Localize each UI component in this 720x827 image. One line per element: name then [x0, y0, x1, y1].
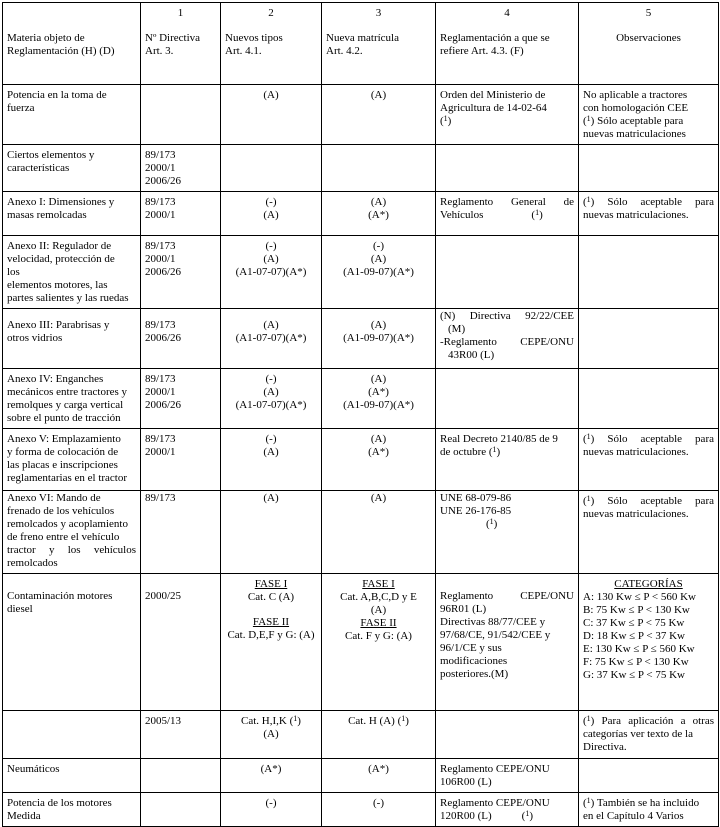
cell-matricula: (A) [322, 491, 436, 574]
cell-reglamentacion [436, 759, 579, 793]
table-row [3, 236, 719, 309]
text-line: 2000/25 [145, 590, 182, 602]
text-line: UNE 26-176-85 [440, 505, 512, 517]
text-line: 120R00 (L) ($^1$) [440, 809, 533, 822]
text-line: frenado de los vehículos [7, 505, 115, 517]
cell-observaciones [579, 793, 719, 827]
footnote-number: 1 [586, 432, 591, 441]
text-fragment: Sólo aceptable para [594, 196, 714, 208]
header-observaciones [579, 3, 719, 85]
cell-directiva [141, 309, 221, 369]
category-item: D: 18 Kw ≤ P < 37 Kw [583, 630, 685, 642]
cell-observaciones [579, 711, 719, 759]
text-line: Reglamento CEPE/ONU [440, 763, 550, 775]
text-line: 96/1/CE y sus [440, 642, 502, 654]
text-line: (A) [370, 196, 387, 208]
text-line: posteriores.(M) [440, 668, 509, 680]
cell-materia [3, 711, 141, 759]
text-line: (A) [370, 373, 387, 385]
cell-materia: Potencia en la toma de fuerza [3, 85, 141, 145]
text-line: de freno entre el vehículo [7, 531, 120, 543]
cell-matricula [322, 429, 436, 491]
text-fragment: de octubre [440, 446, 487, 458]
text-line: modificaciones [440, 655, 508, 667]
cell-matricula [322, 309, 436, 369]
text-line: 89/173 [145, 492, 176, 504]
footnote-number: 1 [489, 517, 494, 526]
header-matricula-l2: Art. 4.2. [326, 45, 363, 57]
text-line: (-) [265, 196, 277, 208]
text-line [225, 715, 317, 728]
footnote-number: 1 [535, 208, 540, 217]
header-nuevos-tipos [221, 3, 322, 85]
cell-matricula: (-) [322, 793, 436, 827]
cell-observaciones [579, 369, 719, 429]
phase-heading: FASE I [254, 578, 288, 590]
col-number-5: 5 [645, 7, 652, 19]
text-line: (A) [263, 446, 279, 458]
text-line: 2000/1 [145, 209, 176, 221]
header-materia-l1: Materia objeto de [7, 32, 85, 44]
cell-nuevos: (A) [221, 491, 322, 574]
cell-nuevos [221, 192, 322, 236]
cell-nuevos [221, 145, 322, 192]
cell-directiva [141, 711, 221, 759]
cell-matricula [322, 711, 436, 759]
text-line: Reglamento CEPE/ONU [440, 590, 574, 602]
table-row [3, 309, 719, 369]
text-line: -Reglamento CEPE/ONU [440, 336, 574, 348]
text-line: 89/173 [145, 319, 176, 331]
cell-reglamentacion [436, 145, 579, 192]
text-fragment: También se ha incluido [594, 797, 700, 809]
cell-reglamentacion [436, 574, 579, 711]
header-materia-l2: Reglamentación (H) (D) [7, 45, 115, 57]
text-line: (A) [263, 386, 279, 398]
table-row [3, 574, 719, 711]
footnote-ref: ($^1$) [486, 517, 498, 530]
text-line: (A1-07-07)(A*) [235, 266, 307, 278]
col-number-1: 1 [177, 7, 184, 19]
text-line: (A1-09-07)(A*) [343, 399, 414, 411]
text-line: 106R00 (L) [440, 776, 492, 788]
header-nuevos-l2: Art. 4.1. [225, 45, 262, 57]
text-line: Reglamento CEPE/ONU [440, 797, 550, 809]
text-line: Anexo V: Emplazamiento [7, 433, 121, 445]
cell-reglamentacion [436, 369, 579, 429]
text-line: (A1-07-07)(A*) [235, 399, 307, 411]
text-line: (-) [265, 240, 277, 252]
cell-observaciones [579, 574, 719, 711]
cell-matricula [322, 574, 436, 711]
text-line: Medida [7, 810, 41, 822]
text-line: Anexo VI: Mando de [7, 492, 101, 504]
text-line: (A) [263, 319, 279, 331]
text-line: ($^1$) Sólo aceptable para [583, 432, 714, 445]
category-item: E: 130 Kw ≤ P ≤ 560 Kw [583, 643, 695, 655]
text-line: 89/173 [145, 240, 176, 252]
table-row [3, 145, 719, 192]
text-line: Contaminación motores [7, 590, 113, 602]
text-line: 97/68/CE, 91/542/CEE y [440, 629, 551, 641]
categories-heading: CATEGORÍAS [614, 578, 683, 590]
cell-materia [3, 145, 141, 192]
cell-materia [3, 369, 141, 429]
text-line: 2006/26 [145, 175, 182, 187]
cell-directiva [141, 85, 221, 145]
text-line: (A) [263, 253, 279, 265]
text-line: 43R00 (L) [448, 349, 495, 361]
cell-materia [3, 309, 141, 369]
header-directiva [141, 3, 221, 85]
text-line: Cat. C (A) [247, 591, 295, 603]
text-fragment: Sólo aceptable para [594, 433, 714, 445]
footnote-number: 1 [293, 714, 298, 723]
text-line: (A*) [368, 386, 389, 398]
table-row [3, 369, 719, 429]
text-line: las placas e inscripciones [7, 459, 118, 471]
text-line: en el Capítulo 4 Varios [583, 810, 684, 822]
cell-observaciones [579, 192, 719, 236]
text-line: nuevas matriculaciones. [583, 209, 689, 221]
col-number-3: 3 [375, 7, 382, 19]
cell-reglamentacion [436, 85, 579, 145]
header-directiva-l2: Art. 3. [145, 45, 174, 57]
text-line: con homologación CEE [583, 102, 689, 114]
header-row [3, 3, 719, 85]
text-line: Vehículos ($^1$) [440, 208, 543, 221]
cell-nuevos: (A) [221, 85, 322, 145]
text-line: ($^1$) Sólo aceptable para [583, 195, 714, 208]
cell-matricula [322, 369, 436, 429]
cell-materia: Neumáticos [3, 759, 141, 793]
cell-observaciones [579, 491, 719, 574]
cell-directiva [141, 491, 221, 574]
text-line: Cat. D,E,F y G: (A) [227, 629, 315, 641]
cell-nuevos [221, 574, 322, 711]
text-line: (A) [263, 209, 279, 221]
text-line: (A*) [368, 209, 389, 221]
text-line: Anexo III: Parabrisas y [7, 319, 110, 331]
text-line: 89/173 [145, 433, 176, 445]
text-line: Orden del Ministerio de [440, 89, 546, 101]
text-line: (A) [370, 604, 387, 616]
text-line: No aplicable a tractores [583, 89, 688, 101]
text-line: (A1-09-07)(A*) [343, 266, 414, 278]
text-line: 2000/1 [145, 162, 176, 174]
cell-observaciones [579, 145, 719, 192]
header-regl-l1: Reglamentación a que se [440, 32, 550, 44]
cell-nuevos: (A*) [221, 759, 322, 793]
text-line: 89/173 [145, 149, 176, 161]
text-line: (A1-07-07)(A*) [235, 332, 307, 344]
cell-nuevos [221, 369, 322, 429]
cell-reglamentacion [436, 192, 579, 236]
text-line: elementos motores, las [7, 279, 108, 291]
text-line: 2006/26 [145, 399, 182, 411]
footnote-number: 1 [586, 195, 591, 204]
text-line: de octubre ($^1$) [440, 445, 501, 458]
cell-matricula [322, 192, 436, 236]
phase-heading: FASE I [362, 578, 395, 590]
text-line: remolques y carga vertical [7, 399, 124, 411]
phase-heading: FASE II [252, 616, 290, 628]
text-line: 96R01 (L) [440, 603, 487, 615]
text-line: 2000/1 [145, 253, 176, 265]
footnote-number: 1 [586, 796, 591, 805]
footnote-number: 1 [443, 114, 448, 123]
cell-directiva [141, 192, 221, 236]
text-line: UNE 68-079-86 [440, 492, 512, 504]
text-fragment: Sólo aceptable para [594, 495, 714, 507]
cell-directiva [141, 369, 221, 429]
text-line: Directivas 88/77/CEE y [440, 616, 546, 628]
text-line: 2000/1 [145, 446, 176, 458]
footnote-number: 1 [492, 445, 497, 454]
table-row [3, 793, 719, 827]
text-line: (A) [370, 433, 387, 445]
text-line: (A*) [368, 446, 389, 458]
header-obs-l1: Observaciones [616, 32, 681, 44]
category-item: F: 75 Kw ≤ P < 130 Kw [583, 656, 689, 668]
text-fragment: ) [405, 715, 409, 727]
text-line: 2006/26 [145, 332, 182, 344]
text-line: (A) [370, 319, 387, 331]
text-line: nuevas matriculaciones. [583, 508, 689, 520]
text-line: categorías ver texto de la [583, 728, 693, 740]
text-line: ($^1$) Sólo aceptable para [583, 114, 684, 127]
text-line: 2005/13 [145, 715, 182, 727]
text-fragment: Cat. H (A) ( [348, 715, 402, 727]
table-row [3, 192, 719, 236]
cell-observaciones [579, 759, 719, 793]
cell-matricula: (A*) [322, 759, 436, 793]
cell-materia [3, 491, 141, 574]
text-line: remolcados y acoplamiento [7, 518, 128, 530]
header-nuevos-l1: Nuevos tipos [225, 32, 283, 44]
text-line: 89/173 [145, 196, 176, 208]
category-item: A: 130 Kw ≤ P < 560 Kw [583, 591, 696, 603]
header-reglamentacion [436, 3, 579, 85]
text-line: diesel [7, 603, 33, 615]
text-fragment: Sólo aceptable para [594, 115, 684, 127]
col-number-2: 2 [268, 7, 274, 19]
text-line: Anexo I: Dimensiones y [7, 196, 115, 208]
cell-directiva [141, 793, 221, 827]
text-line: (A) [263, 728, 279, 740]
text-line: masas remolcadas [7, 209, 87, 221]
footnote-number: 1 [586, 714, 591, 723]
cell-nuevos [221, 236, 322, 309]
table-row [3, 759, 719, 793]
footnote-number: 1 [401, 714, 406, 723]
text-line: 2006/26 [145, 266, 182, 278]
cell-reglamentacion [436, 491, 579, 574]
text-line: ($^1$) Sólo aceptable para [583, 494, 714, 507]
text-line: Anexo IV: Enganches [7, 373, 104, 385]
text-line: los [7, 266, 20, 278]
cell-nuevos: (-) [221, 793, 322, 827]
cell-observaciones [579, 309, 719, 369]
cell-materia [3, 192, 141, 236]
category-item: B: 75 Kw ≤ P < 130 Kw [583, 604, 690, 616]
cell-reglamentacion [436, 429, 579, 491]
text-line: y forma de colocación de [7, 446, 119, 458]
header-materia [3, 3, 141, 85]
cell-matricula [322, 236, 436, 309]
cell-materia [3, 236, 141, 309]
cell-observaciones [579, 85, 719, 145]
text-line: (N) Directiva 92/22/CEE [440, 310, 574, 322]
text-line: ($^1$) Para aplicación a otras [583, 714, 714, 727]
cell-directiva [141, 236, 221, 309]
phase-heading: FASE II [360, 617, 397, 629]
text-line: Cat. F y G: (A) [345, 630, 412, 642]
text-line: Potencia de los motores [7, 797, 112, 809]
header-directiva-l1: Nº Directiva [145, 32, 201, 44]
text-fragment: Vehículos [440, 209, 484, 221]
text-line: mecánicos entre tractores y [7, 386, 128, 398]
text-line: nuevas matriculaciones [583, 128, 686, 140]
cell-directiva [141, 429, 221, 491]
table-row [3, 491, 719, 574]
category-item: G: 37 Kw ≤ P < 75 Kw [583, 669, 685, 681]
cell-matricula: (A) [322, 85, 436, 145]
cell-materia [3, 574, 141, 711]
text-line: Anexo II: Regulador de [7, 240, 112, 252]
text-fragment: Cat. H,I,K ( [241, 715, 294, 727]
text-line: (M) [448, 323, 466, 335]
text-line: Directiva. [583, 741, 627, 753]
text-line: remolcados [7, 557, 58, 569]
cell-observaciones [579, 236, 719, 309]
footnote-ref: ($^1$) [440, 114, 452, 127]
cell-materia [3, 793, 141, 827]
text-fragment: Para aplicación a otras [594, 715, 714, 727]
text-line [326, 715, 431, 728]
text-line: tractor y los vehículos [7, 544, 136, 556]
text-line: Reglamento General de [440, 196, 574, 208]
text-line: 2000/1 [145, 386, 176, 398]
text-line: sobre el punto de tracción [7, 412, 121, 424]
text-line: características [7, 162, 70, 174]
cell-reglamentacion [436, 793, 579, 827]
footnote-number: 1 [525, 809, 530, 818]
table-row [3, 85, 719, 145]
cell-reglamentacion [436, 236, 579, 309]
cell-nuevos [221, 711, 322, 759]
table-row [3, 429, 719, 491]
cell-reglamentacion [436, 711, 579, 759]
text-line: ($^1$) También se ha incluido [583, 796, 700, 809]
cell-nuevos [221, 309, 322, 369]
text-fragment: ) [297, 715, 301, 727]
category-item: C: 37 Kw ≤ P < 75 Kw [583, 617, 685, 629]
text-line: partes salientes y las ruedas [7, 292, 129, 304]
header-nueva-matricula [322, 3, 436, 85]
text-line: Cat. A,B,C,D y E [340, 591, 417, 603]
text-line: velocidad, protección de [7, 253, 115, 265]
table-row [3, 711, 719, 759]
cell-observaciones [579, 429, 719, 491]
text-line: 89/173 [145, 373, 176, 385]
header-matricula-l1: Nueva matrícula [326, 32, 399, 44]
cell-directiva [141, 574, 221, 711]
cell-matricula [322, 145, 436, 192]
text-fragment: 120R00 (L) [440, 810, 492, 822]
cell-reglamentacion [436, 309, 579, 369]
text-line: (A1-09-07)(A*) [343, 332, 414, 344]
text-line: otros vidrios [7, 332, 63, 344]
footnote-number: 1 [586, 114, 591, 123]
text-line: (A) [370, 253, 387, 265]
text-line: Agricultura de 14-02-64 [440, 102, 547, 114]
text-line: (-) [265, 373, 277, 385]
cell-directiva [141, 145, 221, 192]
header-regl-l2: refiere Art. 4.3. (F) [440, 45, 524, 57]
text-line: (-) [265, 433, 277, 445]
text-line: (-) [373, 240, 384, 252]
text-line: reglamentarias en el tractor [7, 472, 128, 484]
regulation-table [2, 2, 719, 827]
text-line: Ciertos elementos y [7, 149, 95, 161]
text-line: Real Decreto 2140/85 de 9 [440, 433, 558, 445]
cell-nuevos [221, 429, 322, 491]
col-number-4: 4 [504, 7, 510, 19]
footnote-number: 1 [586, 494, 591, 503]
text-line: nuevas matriculaciones. [583, 446, 689, 458]
cell-directiva [141, 759, 221, 793]
cell-materia [3, 429, 141, 491]
